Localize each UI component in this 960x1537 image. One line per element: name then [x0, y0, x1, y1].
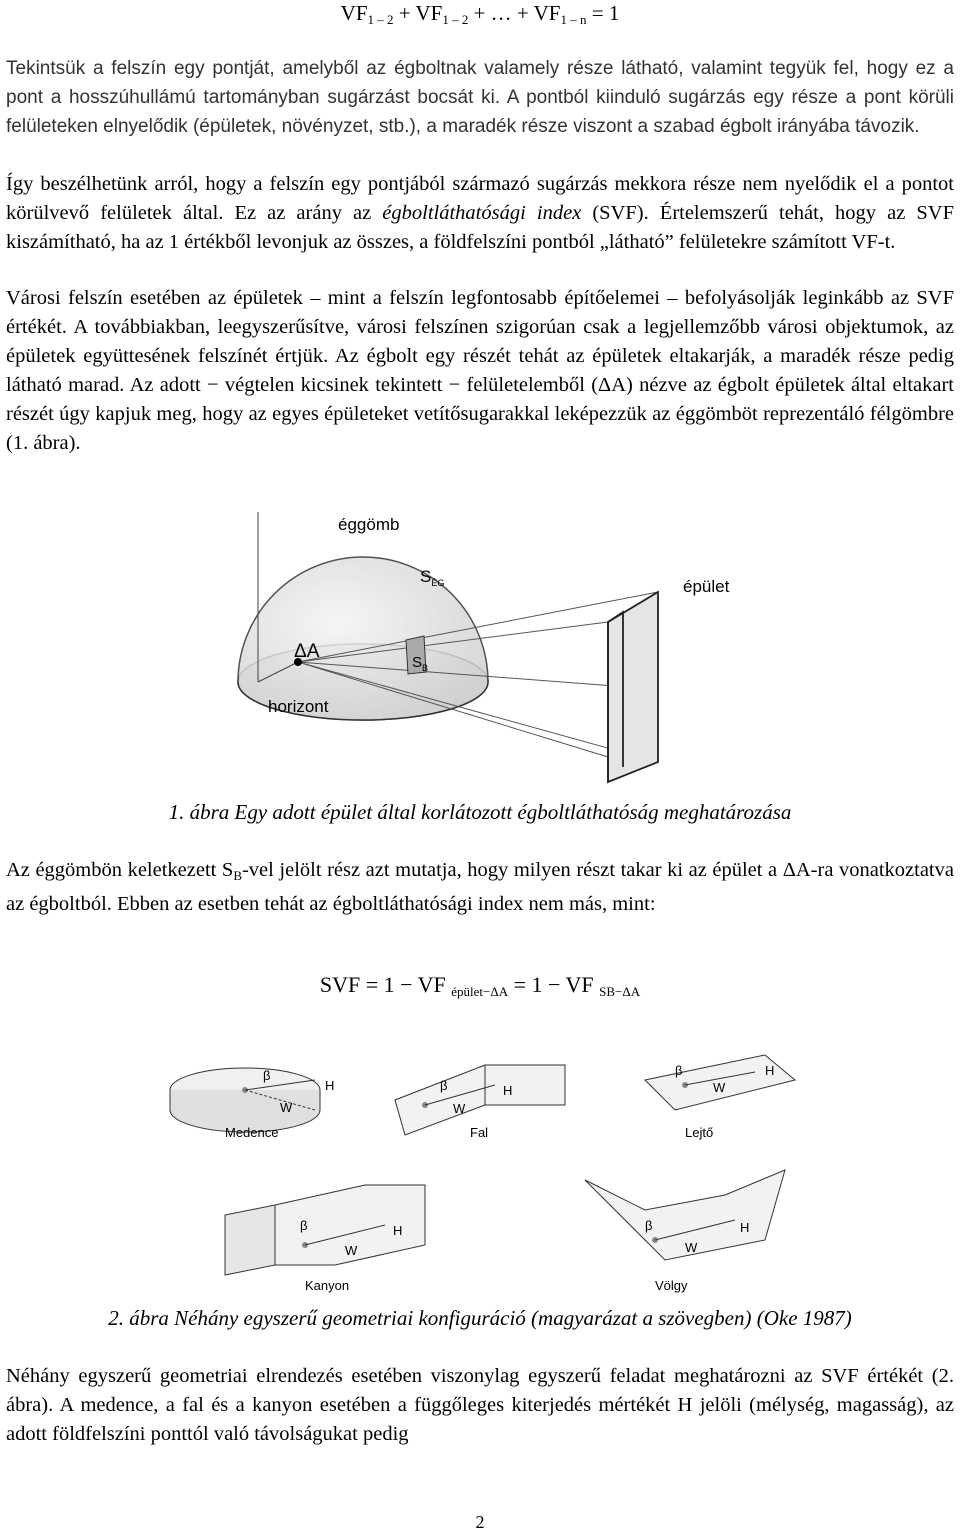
- label-medence: Medence: [225, 1125, 279, 1140]
- svf-equation: [0, 972, 960, 1000]
- svg-text:β: β: [675, 1063, 683, 1078]
- svg-text:β: β: [440, 1078, 448, 1093]
- text-run: Így beszélhetünk arról, hogy a felszín egy pontjából származó sugárzás mekkora része nem nyelődik el a pontot körülvevő felületek által. Ez az arány az: [6, 173, 954, 224]
- hemisphere: [238, 557, 488, 720]
- figure-2-caption: 2. ábra Néhány egyszerű geometriai konfiguráció (magyarázat a szövegben) (Oke 1987): [108, 1306, 852, 1330]
- label-seg: $S_{ÉG}$: [420, 567, 445, 588]
- svg-text:H: H: [503, 1083, 513, 1098]
- svg-text:β: β: [300, 1218, 308, 1233]
- eq-term: VF: [340, 1, 368, 25]
- svg-text:W: W: [453, 1101, 466, 1116]
- svg-text:H: H: [765, 1063, 775, 1078]
- label-delta-a: ΔA: [294, 641, 320, 662]
- eq-term: = 1 − VF: [508, 972, 600, 997]
- text-sub: B: [233, 868, 242, 883]
- text-run: Az éggömbön keletkezett S: [6, 859, 234, 881]
- page-number: 2: [475, 1512, 485, 1532]
- svg-text:H: H: [740, 1220, 750, 1235]
- config-lejto: [645, 1055, 795, 1140]
- label-sb: $S_B$: [412, 654, 429, 673]
- svg-text:W: W: [713, 1080, 726, 1095]
- eq-sub: 1 – 2: [367, 12, 394, 27]
- svg-text:β: β: [263, 1068, 271, 1083]
- eq-sub: 1 – n: [560, 12, 587, 27]
- text-run: -vel jelölt rész azt mutatja, hogy milyen részt takar ki az épület a ΔA-ra vonatkoztatva az égboltból. Ebben az esetben tehát az égboltláthatósági index nem más, mint:: [6, 859, 954, 915]
- label-horizont: horizont: [268, 697, 329, 716]
- svg-text:W: W: [345, 1243, 358, 1258]
- text-run: (SVF). Értelemszerű tehát, hogy az SVF kiszámítható, ha az 1 értékből levonjuk az összes, a földfelszíni pontból „látható” felületekre számított VF-t.: [6, 202, 954, 253]
- label-epulet: épület: [683, 577, 730, 596]
- eq-sub: 1 – 2: [442, 12, 469, 27]
- label-lejto: Lejtő: [685, 1125, 714, 1140]
- header-equation: [0, 0, 960, 33]
- label-egg: éggömb: [338, 515, 400, 534]
- paragraph-urban-surface: Városi felszín esetében az épületek – mint a felszín legfontosabb építőelemei – befolyásolják leginkább az SVF értékét. A továbbiakban, leegyszerűsítve, városi felszínen szigorúan csak a legjellemzőbb városi objektumok, az épületek együttesének felszínét értjük. Az égbolt egy részét tehát az épületek eltakarják, a maradék része pedig látható marad. Az adott − végtelen kicsinek tekintett − felületelemből (ΔA) nézve az égbolt épületek által eltakart részét úgy kapjuk meg, hogy az egyes épületeket vetítősugarakkal leképezzük az éggömböt reprezentáló félgömbre (1. ábra).: [6, 287, 954, 454]
- config-volgy: [585, 1170, 785, 1293]
- eq-sub: épület−ΔA: [451, 984, 509, 999]
- config-kanyon: [225, 1185, 425, 1293]
- eq-term: SVF = 1 − VF: [319, 972, 452, 997]
- paragraph-sb-explanation: [6, 856, 954, 919]
- eq-sub: SB−ΔA: [599, 984, 641, 999]
- paragraph-svf-definition: [6, 170, 954, 257]
- paragraph-intro: Tekintsük a felszín egy pontját, amelyből az égboltnak valamely része látható, valamint tegyük fel, hogy ez a pont a hosszúhullámú tartományban sugárzást bocsát ki. A pontból kiinduló sugárzás egy része a pont körüli felületeken elnyelődik (épületek, növényzet, stb.), a maradék része viszont a szabad égbolt irányába távozik.: [6, 58, 954, 137]
- figure-1-diagram: [228, 512, 748, 792]
- config-fal: [395, 1065, 565, 1140]
- eq-term: + VF: [393, 1, 443, 25]
- eq-term: + … + VF: [468, 1, 561, 25]
- term-emphasis: égboltláthatósági index: [382, 202, 582, 224]
- label-fal: Fal: [470, 1125, 489, 1140]
- svg-text:W: W: [280, 1100, 293, 1115]
- building-box: [608, 592, 658, 782]
- eq-term: = 1: [586, 1, 620, 25]
- svg-text:H: H: [393, 1223, 403, 1238]
- svg-text:H: H: [325, 1078, 335, 1093]
- config-medence: [170, 1068, 334, 1140]
- svg-text:β: β: [645, 1218, 653, 1233]
- label-volgy: Völgy: [655, 1278, 688, 1293]
- svg-text:W: W: [685, 1240, 698, 1255]
- label-kanyon: Kanyon: [305, 1278, 350, 1293]
- paragraph-configurations: Néhány egyszerű geometriai elrendezés esetében viszonylag egyszerű feladat meghatározni az SVF értékét (2. ábra). A medence, a fal és a kanyon esetében a függőleges kiterjedés mértékét H jelöli (mélység, magasság), az adott földfelszíni ponttól való távolságukat pedig: [6, 1365, 954, 1445]
- figure-1-caption: 1. ábra Egy adott épület által korlátozott égboltláthatóság meghatározása: [168, 800, 792, 824]
- figure-2-diagram: [165, 1040, 805, 1295]
